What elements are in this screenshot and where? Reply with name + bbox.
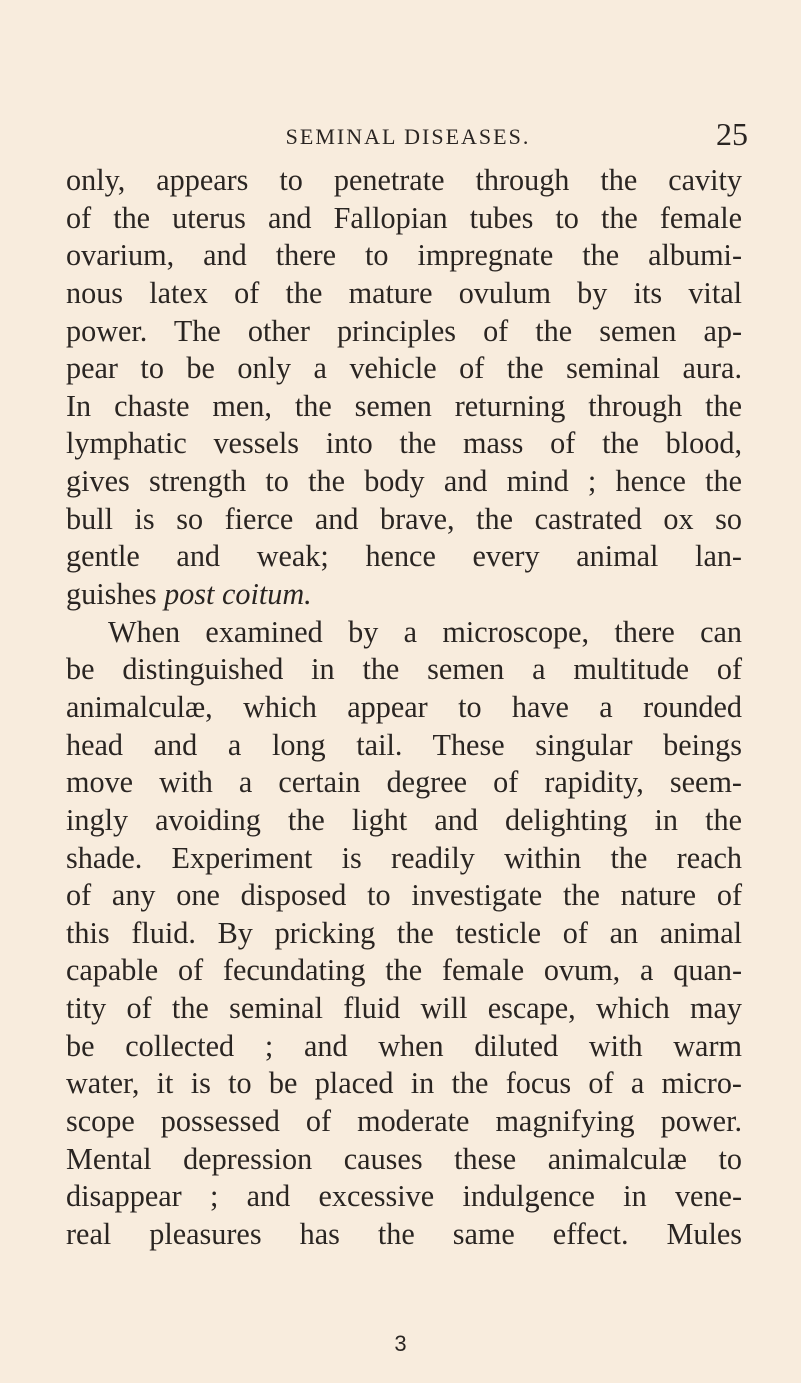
- text-line: disappear ; and excessive indulgence in vene-: [66, 1179, 742, 1214]
- running-head: [68, 116, 748, 156]
- text-line: lymphatic vessels into the mass of the blood,: [66, 426, 742, 461]
- text-line: ovarium, and there to impregnate the albumi-: [66, 238, 742, 273]
- text-line: real pleasures has the same effect. Mules: [66, 1216, 742, 1251]
- text-line: pear to be only a vehicle of the seminal aura.: [66, 351, 742, 386]
- running-title: SEMINAL DISEASES.: [285, 124, 531, 149]
- text-line: In chaste men, the semen returning through the: [66, 388, 742, 423]
- text-line: capable of fecundating the female ovum, a quan-: [66, 953, 742, 988]
- text-line: bull is so fierce and brave, the castrated ox so: [66, 501, 742, 536]
- text-line: of the uterus and Fallopian tubes to the female: [66, 200, 742, 235]
- text-line: this fluid. By pricking the testicle of an animal: [66, 915, 742, 950]
- text-line: ingly avoiding the light and delighting in the: [66, 802, 742, 837]
- text-line: shade. Experiment is readily within the reach: [66, 840, 742, 875]
- text-line: power. The other principles of the semen ap-: [66, 313, 742, 348]
- text-line: animalculæ, which appear to have a rounded: [66, 689, 742, 724]
- text-line: nous latex of the mature ovulum by its vital: [66, 275, 742, 310]
- text-line: move with a certain degree of rapidity, seem-: [66, 765, 742, 800]
- text-line: be collected ; and when diluted with warm: [66, 1028, 742, 1063]
- signature-mark: 3: [394, 1331, 407, 1356]
- text-line-paragraph-start: When examined by a microscope, there can: [108, 614, 742, 649]
- text-line: be distinguished in the semen a multitude of: [66, 652, 742, 687]
- text-line: only, appears to penetrate through the cavity: [66, 163, 742, 197]
- italic-phrase: post coitum.: [164, 577, 312, 612]
- body-text: [66, 162, 742, 1254]
- text-line: tity of the seminal fluid will escape, which may: [66, 991, 742, 1026]
- text-line: Mental depression causes these animalculæ to: [66, 1141, 742, 1176]
- text-line: of any one disposed to investigate the nature of: [66, 878, 742, 913]
- text-line: water, it is to be placed in the focus of a micro-: [66, 1066, 742, 1101]
- text-line: head and a long tail. These singular beings: [66, 727, 742, 762]
- text-line: scope possessed of moderate magnifying power.: [66, 1104, 742, 1139]
- text-run: guishes: [66, 577, 165, 612]
- text-line: gives strength to the body and mind ; hence the: [66, 464, 742, 499]
- text-line-paragraph-end: [66, 576, 742, 614]
- page-number: 25: [716, 116, 748, 152]
- text-line: gentle and weak; hence every animal lan-: [66, 539, 742, 574]
